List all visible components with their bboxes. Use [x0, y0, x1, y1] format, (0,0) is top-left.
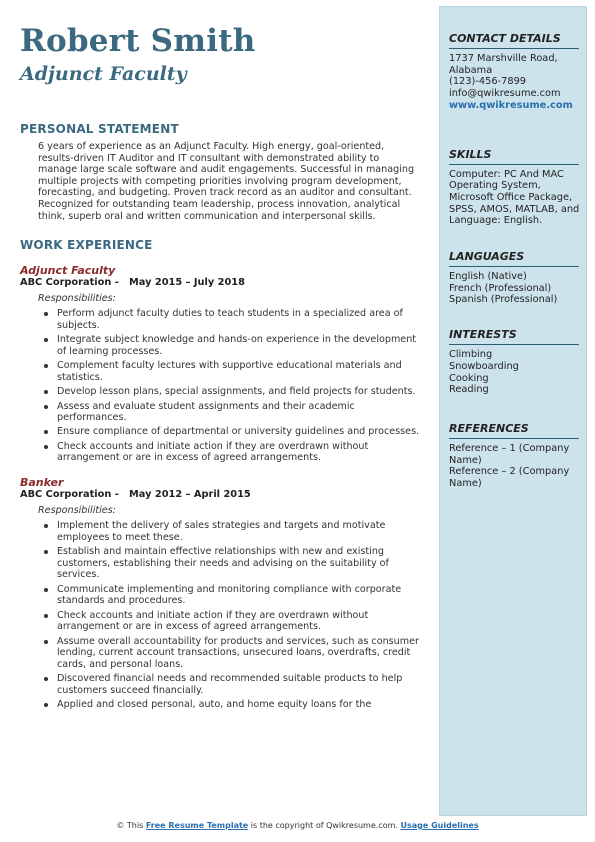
work-experience-heading: WORK EXPERIENCE — [20, 238, 153, 253]
responsibilities-list — [20, 520, 420, 711]
list-item: French (Professional) — [449, 282, 552, 294]
footer-text: This — [126, 821, 144, 830]
list-item: Check accounts and initiate action if they are overdrawn without arrangement or are in excess of agreed arrangements. — [38, 441, 420, 464]
list-item: Implement the delivery of sales strategies and targets and motivate employees to meet these. — [38, 520, 420, 543]
contact-heading: CONTACT DETAILS — [449, 32, 561, 45]
section-divider — [449, 266, 579, 267]
list-item: Communicate implementing and monitoring compliance with corporate standards and procedures. — [38, 584, 420, 607]
email-address[interactable]: info@qwikresume.com — [449, 88, 561, 100]
list-item: Reference – 2 (Company Name) — [449, 466, 570, 490]
list-item: Discovered financial needs and recommended suitable products to help customers succeed financially. — [38, 673, 420, 696]
references-heading: REFERENCES — [449, 421, 529, 435]
section-divider — [449, 438, 579, 439]
job-company-dates — [20, 277, 420, 289]
job-company-dates — [20, 489, 420, 501]
personal-statement-text: 6 years of experience as an Adjunct Faculty. High energy, goal-oriented, results-driven IT Auditor and IT consultant with demonstrated ability to manage large scale software and audit engagements. Successful in managing multiple projects with competing priorities involving program development, forecasting, and budgeting. Proven track record as an auditor and consultant. Recognized for outstanding team leadership, process innovation, analytical think, superb oral and written communication and interpersonal skills. — [38, 141, 415, 222]
job-company: ABC Corporation - — [20, 277, 119, 289]
responsibilities-list — [20, 308, 420, 464]
list-item: Climbing — [449, 349, 493, 361]
address-line: 1737 Marshville Road, — [449, 53, 558, 64]
list-item: Check accounts and initiate action if they are overdrawn without arrangement or are in excess of agreed arrangements. — [38, 610, 420, 633]
list-item: Ensure compliance of departmental or university guidelines and processes. — [38, 426, 420, 438]
list-item: Snowboarding — [449, 360, 519, 372]
list-item: Develop lesson plans, special assignments, and field projects for students. — [38, 386, 420, 398]
usage-guidelines-link[interactable]: Usage Guidelines — [400, 821, 479, 830]
free-resume-template-link[interactable]: Free Resume Template — [145, 821, 249, 830]
job-dates: May 2012 – April 2015 — [129, 489, 251, 501]
job-title: Banker — [20, 476, 64, 490]
interests-heading: INTERESTS — [449, 328, 517, 342]
languages-list — [449, 271, 586, 306]
responsibilities-label: Responsibilities: — [38, 505, 116, 517]
job-title: Adjunct Faculty — [20, 264, 116, 278]
list-item: Establish and maintain effective relationships with new and existing customers, establishing their needs and advising on the suitability of services. — [38, 546, 420, 581]
responsibilities-label: Responsibilities: — [38, 293, 116, 305]
list-item: Perform adjunct faculty duties to teach students in a specialized area of subjects. — [38, 308, 420, 331]
job-entry — [20, 476, 420, 711]
footer — [0, 821, 595, 830]
list-item: Reading — [449, 384, 489, 396]
sidebar — [439, 6, 587, 816]
list-item: Assess and evaluate student assignments and their academic performances. — [38, 401, 420, 424]
languages-heading: LANGUAGES — [449, 250, 525, 264]
skills-text: Computer: PC And MAC Operating System, Microsoft Office Package, SPSS, AMOS, MATLAB, and Language: English. — [449, 168, 580, 227]
phone-number: (123)-456-7899 — [449, 76, 527, 88]
footer-text: is the copyright of Qwikresume.com. — [250, 821, 398, 830]
list-item: English (Native) — [449, 271, 527, 283]
address-line: Alabama — [449, 64, 493, 76]
list-item: Spanish (Professional) — [449, 294, 558, 306]
list-item: Assume overall accountability for products and services, such as consumer lending, current account transactions, unsecured loans, overdrafts, credit cards, and personal loans. — [38, 636, 420, 671]
list-item: Applied and closed personal, auto, and home equity loans for the — [38, 699, 420, 711]
copyright-icon: © — [116, 821, 125, 830]
personal-statement-heading: PERSONAL STATEMENT — [20, 122, 179, 136]
section-divider — [449, 344, 579, 345]
interests-list — [449, 349, 586, 396]
contact-details — [449, 53, 586, 112]
list-item: Cooking — [449, 372, 489, 384]
main-column — [20, 22, 420, 714]
skills-heading: SKILLS — [449, 147, 492, 161]
section-divider — [449, 164, 579, 165]
candidate-title: Adjunct Faculty — [20, 63, 187, 85]
references-list — [449, 443, 586, 490]
section-divider — [449, 48, 579, 49]
list-item: Integrate subject knowledge and hands-on experience in the development of learning processes. — [38, 334, 420, 357]
candidate-name: Robert Smith — [20, 23, 256, 59]
list-item: Reference – 1 (Company Name) — [449, 442, 570, 466]
list-item: Complement faculty lectures with supportive educational materials and statistics. — [38, 360, 420, 383]
job-dates: May 2015 – July 2018 — [129, 277, 245, 289]
website-link[interactable]: www.qwikresume.com — [449, 99, 573, 111]
job-company: ABC Corporation - — [20, 489, 119, 501]
job-entry — [20, 264, 420, 464]
